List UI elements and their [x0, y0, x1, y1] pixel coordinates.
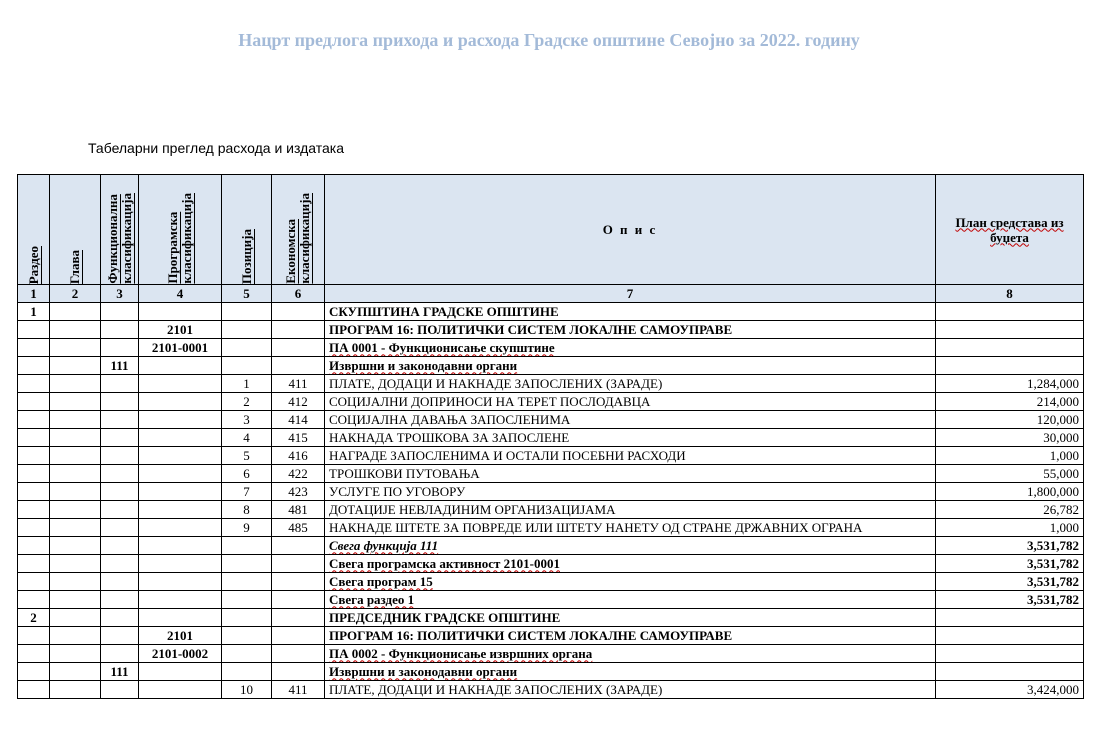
cell-economic: 411 [272, 375, 325, 393]
cell-description: НАКНАДА ТРОШКОВА ЗА ЗАПОСЛЕНЕ [325, 429, 936, 447]
header-position: Позиција [222, 175, 272, 285]
cell-description: ДОТАЦИЈЕ НЕВЛАДИНИМ ОРГАНИЗАЦИЈАМА [325, 501, 936, 519]
cell-functional [101, 519, 139, 537]
cell-economic: 414 [272, 411, 325, 429]
cell-amount [936, 663, 1084, 681]
cell-amount: 214,000 [936, 393, 1084, 411]
cell-description: УСЛУГЕ ПО УГОВОРУ [325, 483, 936, 501]
cell-program [139, 483, 222, 501]
cell-position: 1 [222, 375, 272, 393]
cell-description: Извршни и законодавни органи [325, 357, 936, 375]
column-number: 2 [50, 285, 101, 303]
document-title: Нацрт предлога прихода и расхода Градске општине Севојно за 2022. годину [238, 30, 860, 50]
cell-glava [50, 627, 101, 645]
cell-program: 2101 [139, 321, 222, 339]
cell-functional [101, 411, 139, 429]
cell-program [139, 375, 222, 393]
cell-position: 7 [222, 483, 272, 501]
cell-economic: 412 [272, 393, 325, 411]
cell-position: 9 [222, 519, 272, 537]
table-row [18, 357, 1084, 375]
cell-glava [50, 501, 101, 519]
cell-amount [936, 339, 1084, 357]
cell-razdeo [18, 555, 50, 573]
cell-description: ПА 0001 - Функционисање скупштине [325, 339, 936, 357]
cell-position [222, 609, 272, 627]
cell-glava [50, 537, 101, 555]
cell-program [139, 393, 222, 411]
cell-description: Извршни и законодавни органи [325, 663, 936, 681]
cell-functional [101, 339, 139, 357]
cell-description: Свега програм 15 [325, 573, 936, 591]
table-row [18, 375, 1084, 393]
table-row [18, 447, 1084, 465]
cell-position [222, 555, 272, 573]
cell-economic [272, 357, 325, 375]
cell-economic [272, 573, 325, 591]
table-row [18, 321, 1084, 339]
cell-amount: 1,800,000 [936, 483, 1084, 501]
table-row [18, 627, 1084, 645]
cell-amount: 120,000 [936, 411, 1084, 429]
cell-position [222, 537, 272, 555]
cell-functional [101, 447, 139, 465]
cell-amount: 3,531,782 [936, 555, 1084, 573]
cell-amount [936, 321, 1084, 339]
column-number: 4 [139, 285, 222, 303]
cell-economic [272, 537, 325, 555]
cell-program [139, 591, 222, 609]
cell-razdeo [18, 501, 50, 519]
cell-position [222, 303, 272, 321]
cell-glava [50, 645, 101, 663]
table-row [18, 465, 1084, 483]
cell-economic: 481 [272, 501, 325, 519]
cell-program [139, 519, 222, 537]
cell-amount: 3,424,000 [936, 681, 1084, 699]
cell-glava [50, 411, 101, 429]
cell-razdeo [18, 573, 50, 591]
cell-position [222, 357, 272, 375]
column-number: 3 [101, 285, 139, 303]
table-row [18, 609, 1084, 627]
table-row [18, 645, 1084, 663]
header-budget-plan: План средстава из буџета [936, 175, 1084, 285]
table-row [18, 339, 1084, 357]
cell-functional [101, 465, 139, 483]
cell-amount: 3,531,782 [936, 573, 1084, 591]
cell-description: СОЦИЈАЛНА ДАВАЊА ЗАПОСЛЕНИМА [325, 411, 936, 429]
cell-description: Свега програмска активност 2101-0001 [325, 555, 936, 573]
cell-glava [50, 681, 101, 699]
cell-glava [50, 483, 101, 501]
cell-economic: 415 [272, 429, 325, 447]
cell-razdeo [18, 429, 50, 447]
header-economic-classification: Економска класификација [272, 175, 325, 285]
cell-amount [936, 627, 1084, 645]
cell-position: 6 [222, 465, 272, 483]
cell-description: ПЛАТЕ, ДОДАЦИ И НАКНАДЕ ЗАПОСЛЕНИХ (ЗАРАДЕ) [325, 681, 936, 699]
cell-economic [272, 663, 325, 681]
table-caption: Табеларни преглед расхода и издатака [88, 140, 345, 156]
cell-functional [101, 681, 139, 699]
cell-program [139, 663, 222, 681]
cell-economic [272, 627, 325, 645]
cell-functional: 111 [101, 357, 139, 375]
cell-position [222, 645, 272, 663]
cell-glava [50, 591, 101, 609]
cell-description: СОЦИЈАЛНИ ДОПРИНОСИ НА ТЕРЕТ ПОСЛОДАВЦА [325, 393, 936, 411]
column-number: 7 [325, 285, 936, 303]
cell-glava [50, 447, 101, 465]
cell-functional [101, 591, 139, 609]
cell-glava [50, 429, 101, 447]
cell-amount: 1,284,000 [936, 375, 1084, 393]
cell-glava [50, 465, 101, 483]
cell-functional [101, 573, 139, 591]
table-row [18, 555, 1084, 573]
cell-economic: 411 [272, 681, 325, 699]
cell-position: 4 [222, 429, 272, 447]
header-glava: Глава [50, 175, 101, 285]
cell-razdeo [18, 519, 50, 537]
cell-functional [101, 303, 139, 321]
cell-position [222, 663, 272, 681]
cell-razdeo [18, 645, 50, 663]
cell-razdeo [18, 681, 50, 699]
cell-razdeo [18, 591, 50, 609]
cell-razdeo [18, 465, 50, 483]
table-row [18, 393, 1084, 411]
cell-description: НАГРАДЕ ЗАПОСЛЕНИМА И ОСТАЛИ ПОСЕБНИ РАСХОДИ [325, 447, 936, 465]
cell-description: ПРОГРАМ 16: ПОЛИТИЧКИ СИСТЕМ ЛОКАЛНЕ САМОУПРАВЕ [325, 321, 936, 339]
cell-program [139, 537, 222, 555]
cell-razdeo [18, 537, 50, 555]
cell-razdeo [18, 447, 50, 465]
cell-razdeo: 2 [18, 609, 50, 627]
cell-razdeo [18, 375, 50, 393]
cell-description: ПА 0002 - Функционисање извршних органа [325, 645, 936, 663]
cell-razdeo [18, 339, 50, 357]
cell-position [222, 321, 272, 339]
cell-economic: 423 [272, 483, 325, 501]
header-row [18, 175, 1084, 285]
cell-description: Свега функција 111 [325, 537, 936, 555]
header-functional-classification: Функционална класификација [101, 175, 139, 285]
cell-functional [101, 429, 139, 447]
cell-economic: 422 [272, 465, 325, 483]
cell-program [139, 501, 222, 519]
cell-amount: 3,531,782 [936, 591, 1084, 609]
cell-functional [101, 609, 139, 627]
cell-position: 2 [222, 393, 272, 411]
cell-economic [272, 303, 325, 321]
cell-program: 2101-0001 [139, 339, 222, 357]
cell-razdeo [18, 357, 50, 375]
cell-functional [101, 483, 139, 501]
cell-glava [50, 375, 101, 393]
column-number: 8 [936, 285, 1084, 303]
cell-razdeo [18, 393, 50, 411]
header-program-classification: Програмска класификација [139, 175, 222, 285]
cell-glava [50, 573, 101, 591]
cell-amount [936, 357, 1084, 375]
column-number: 6 [272, 285, 325, 303]
cell-amount: 3,531,782 [936, 537, 1084, 555]
cell-economic [272, 555, 325, 573]
cell-glava [50, 663, 101, 681]
cell-position: 5 [222, 447, 272, 465]
cell-position [222, 591, 272, 609]
cell-program [139, 465, 222, 483]
table-body [18, 303, 1084, 699]
cell-economic [272, 609, 325, 627]
cell-description: СКУПШТИНА ГРАДСКЕ ОПШТИНЕ [325, 303, 936, 321]
cell-description: ПРЕДСЕДНИК ГРАДСКЕ ОПШТИНЕ [325, 609, 936, 627]
cell-economic: 416 [272, 447, 325, 465]
column-number: 1 [18, 285, 50, 303]
cell-description: ПРОГРАМ 16: ПОЛИТИЧКИ СИСТЕМ ЛОКАЛНЕ САМОУПРАВЕ [325, 627, 936, 645]
cell-razdeo [18, 627, 50, 645]
cell-program [139, 429, 222, 447]
cell-program [139, 303, 222, 321]
cell-amount: 55,000 [936, 465, 1084, 483]
cell-razdeo [18, 663, 50, 681]
cell-glava [50, 609, 101, 627]
table-row [18, 519, 1084, 537]
cell-program [139, 609, 222, 627]
cell-razdeo [18, 411, 50, 429]
cell-program: 2101 [139, 627, 222, 645]
cell-glava [50, 339, 101, 357]
cell-amount: 1,000 [936, 447, 1084, 465]
cell-functional [101, 645, 139, 663]
cell-description: ПЛАТЕ, ДОДАЦИ И НАКНАДЕ ЗАПОСЛЕНИХ (ЗАРАДЕ) [325, 375, 936, 393]
cell-razdeo: 1 [18, 303, 50, 321]
cell-program [139, 411, 222, 429]
table-row [18, 411, 1084, 429]
cell-position [222, 339, 272, 357]
table-row [18, 303, 1084, 321]
cell-glava [50, 357, 101, 375]
cell-functional [101, 375, 139, 393]
cell-description: ТРОШКОВИ ПУТОВАЊА [325, 465, 936, 483]
cell-amount: 26,782 [936, 501, 1084, 519]
cell-glava [50, 519, 101, 537]
cell-razdeo [18, 483, 50, 501]
cell-amount [936, 645, 1084, 663]
cell-glava [50, 303, 101, 321]
cell-functional [101, 627, 139, 645]
cell-glava [50, 555, 101, 573]
cell-functional [101, 321, 139, 339]
cell-glava [50, 393, 101, 411]
header-description: О п и с [325, 175, 936, 285]
cell-program: 2101-0002 [139, 645, 222, 663]
cell-functional [101, 393, 139, 411]
cell-program [139, 555, 222, 573]
cell-economic [272, 591, 325, 609]
cell-glava [50, 321, 101, 339]
table-row [18, 501, 1084, 519]
cell-economic: 485 [272, 519, 325, 537]
cell-program [139, 357, 222, 375]
table-row [18, 429, 1084, 447]
budget-table [17, 174, 1084, 699]
cell-functional: 111 [101, 663, 139, 681]
cell-amount: 1,000 [936, 519, 1084, 537]
table-row [18, 537, 1084, 555]
cell-functional [101, 501, 139, 519]
table-row [18, 591, 1084, 609]
cell-amount [936, 303, 1084, 321]
cell-position: 8 [222, 501, 272, 519]
table-row [18, 573, 1084, 591]
cell-amount: 30,000 [936, 429, 1084, 447]
cell-amount [936, 609, 1084, 627]
cell-economic [272, 645, 325, 663]
cell-position [222, 627, 272, 645]
column-number-row [18, 285, 1084, 303]
table-row [18, 681, 1084, 699]
cell-description: Свега раздео 1 [325, 591, 936, 609]
cell-position [222, 573, 272, 591]
cell-razdeo [18, 321, 50, 339]
cell-program [139, 681, 222, 699]
column-number: 5 [222, 285, 272, 303]
header-razdeo: Раздео [18, 175, 50, 285]
cell-economic [272, 321, 325, 339]
cell-position: 10 [222, 681, 272, 699]
cell-economic [272, 339, 325, 357]
cell-program [139, 573, 222, 591]
cell-position: 3 [222, 411, 272, 429]
cell-functional [101, 555, 139, 573]
cell-functional [101, 537, 139, 555]
cell-description: НАКНАДЕ ШТЕТЕ ЗА ПОВРЕДЕ ИЛИ ШТЕТУ НАНЕТУ ОД СТРАНЕ ДРЖАВНИХ ОГРАНА [325, 519, 936, 537]
table-row [18, 663, 1084, 681]
table-row [18, 483, 1084, 501]
cell-program [139, 447, 222, 465]
